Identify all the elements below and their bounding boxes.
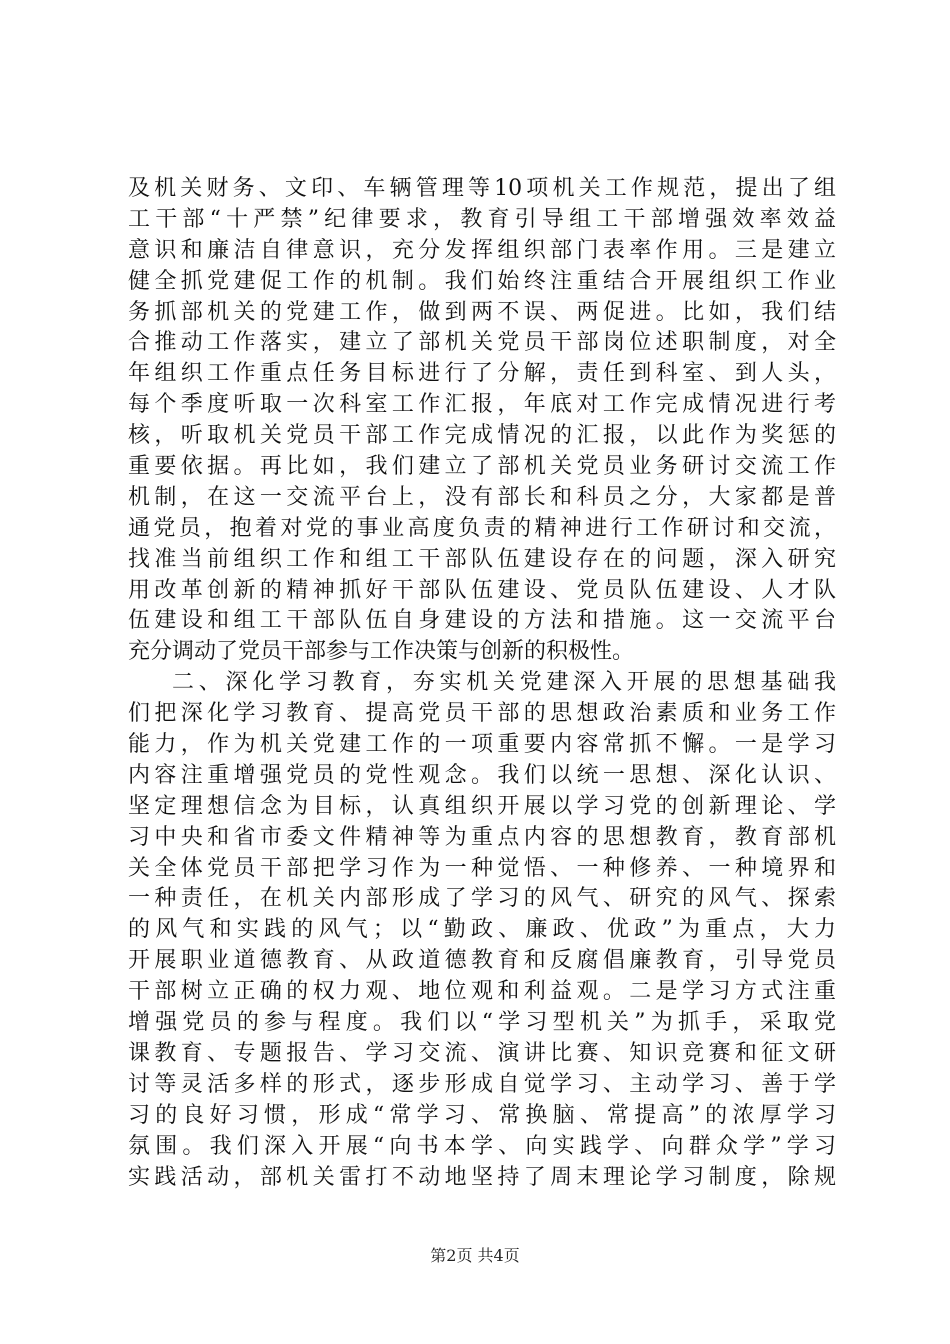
text-line: 坚定理想信念为目标，认真组织开展以学习党的创新理论、学 [128, 793, 836, 819]
text-line: 习的良好习惯，形成“常学习、常换脑、常提高”的浓厚学习 [128, 1102, 836, 1128]
page-number-footer: 第2页 共4页 [430, 1246, 520, 1265]
text-line: 每个季度听取一次科室工作汇报，年底对工作完成情况进行考 [128, 392, 836, 418]
text-line: 增强党员的参与程度。我们以“学习型机关”为抓手，采取党 [128, 1010, 836, 1036]
text-line: 通党员，抱着对党的事业高度负责的精神进行工作研讨和交流， [128, 515, 836, 541]
text-line: 能力，作为机关党建工作的一项重要内容常抓不懈。一是学习 [128, 732, 836, 758]
text-line: 年组织工作重点任务目标进行了分解，责任到科室、到人头， [128, 361, 836, 387]
text-line: 习中央和省市委文件精神等为重点内容的思想教育，教育部机 [128, 824, 836, 850]
text-line: 及机关财务、文印、车辆管理等10项机关工作规范，提出了组 [128, 176, 836, 201]
text-line: 工干部“十严禁”纪律要求，教育引导组工干部增强效率效益 [128, 206, 836, 232]
text-line: 干部树立正确的权力观、地位观和利益观。二是学习方式注重 [128, 979, 836, 1005]
text-line: 们把深化学习教育、提高党员干部的思想政治素质和业务工作 [128, 701, 836, 727]
text-line: 意识和廉洁自律意识，充分发挥组织部门表率作用。三是建立 [128, 237, 836, 263]
text-line: 重要依据。再比如，我们建立了部机关党员业务研讨交流工作 [128, 454, 836, 480]
text-line: 务抓部机关的党建工作，做到两不误、两促进。比如，我们结 [128, 299, 836, 325]
text-line: 伍建设和组工干部队伍自身建设的方法和措施。这一交流平台 [128, 608, 836, 634]
text-line: 找准当前组织工作和组工干部队伍建设存在的问题，深入研究 [128, 546, 836, 572]
text-line: 内容注重增强党员的党性观念。我们以统一思想、深化认识、 [128, 762, 836, 788]
text-line: 健全抓党建促工作的机制。我们始终注重结合开展组织工作业 [128, 268, 836, 294]
text-line: 的风气和实践的风气；以“勤政、廉政、优政”为重点，大力 [128, 917, 836, 943]
text-line: 课教育、专题报告、学习交流、演讲比赛、知识竞赛和征文研 [128, 1040, 836, 1066]
text-line: 关全体党员干部把学习作为一种觉悟、一种修养、一种境界和 [128, 855, 836, 881]
text-line: 用改革创新的精神抓好干部队伍建设、党员队伍建设、人才队 [128, 577, 836, 603]
text-line: 开展职业道德教育、从政道德教育和反腐倡廉教育，引导党员 [128, 948, 836, 974]
document-body [128, 174, 836, 1193]
text-line: 核，听取机关党员干部工作完成情况的汇报，以此作为奖惩的 [128, 423, 836, 449]
text-line: 实践活动，部机关雷打不动地坚持了周末理论学习制度，除规 [128, 1164, 836, 1190]
text-line: 机制，在这一交流平台上，没有部长和科员之分，大家都是普 [128, 484, 836, 510]
text-line: 合推动工作落实，建立了部机关党员干部岗位述职制度，对全 [128, 330, 836, 356]
section-heading-line: 二、深化学习教育，夯实机关党建深入开展的思想基础我 [172, 670, 836, 696]
text-line: 氛围。我们深入开展“向书本学、向实践学、向群众学”学习 [128, 1133, 836, 1159]
text-line: 充分调动了党员干部参与工作决策与创新的积极性。 [128, 639, 635, 665]
text-line: 讨等灵活多样的形式，逐步形成自觉学习、主动学习、善于学 [128, 1071, 836, 1097]
text-line: 一种责任，在机关内部形成了学习的风气、研究的风气、探索 [128, 886, 836, 912]
